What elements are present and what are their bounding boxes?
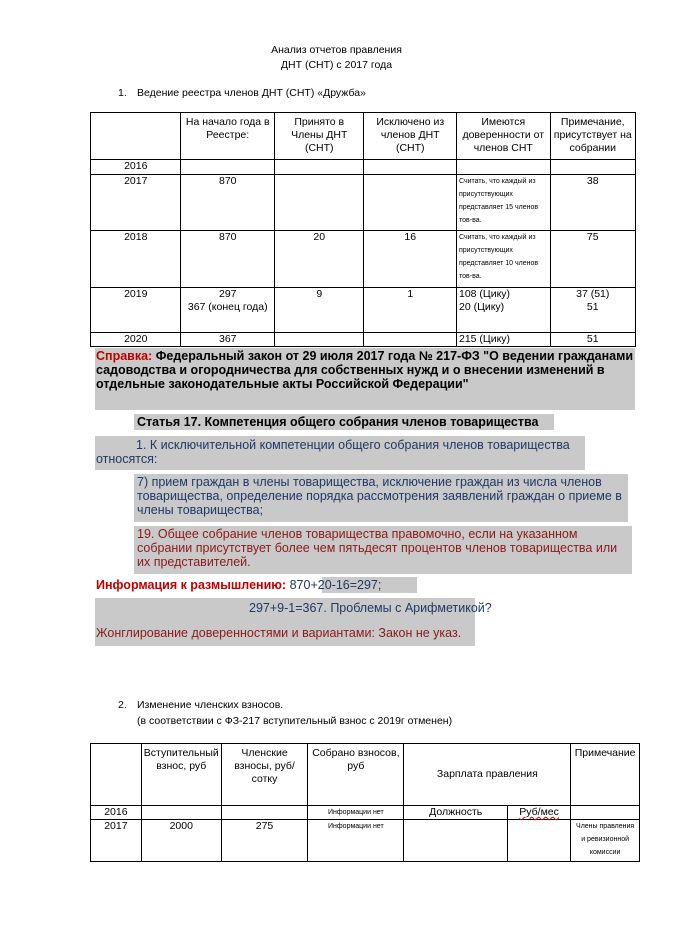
cell-excluded bbox=[364, 333, 457, 347]
table-row bbox=[91, 806, 640, 820]
cell-note bbox=[550, 160, 635, 175]
header-proxies: Имеются доверенности от членов СНТ bbox=[457, 113, 551, 160]
cell-rate bbox=[507, 820, 570, 862]
doc-title-line2: ДНТ (СНТ) с 2017 года bbox=[280, 59, 393, 71]
fees-header-row bbox=[91, 744, 640, 806]
cell-note bbox=[571, 806, 640, 820]
header-cell-empty bbox=[91, 113, 181, 160]
cell-position: Должность bbox=[404, 806, 507, 820]
header-start-of-year: На начало года в Реестре: bbox=[181, 113, 275, 160]
rate-label: Руб/мес bbox=[519, 806, 559, 818]
table-row bbox=[91, 231, 636, 288]
section2-number: 2. bbox=[118, 699, 127, 711]
cell-entry: 2000 bbox=[141, 820, 221, 862]
registry-table bbox=[90, 112, 636, 347]
cell-start: 297 367 (конец года) bbox=[181, 288, 275, 333]
table-row bbox=[91, 820, 640, 862]
reference-law-text: Федеральный закон от 29 июля 2017 года № 217-ФЗ "О ведении гражданами садоводства и огородничества для собственных нужд и о внесении изменений в отдельные законодательные акты Российской Федерации" bbox=[96, 349, 634, 391]
cell-note: 75 bbox=[550, 231, 635, 288]
section2-subheading: (в соответствии с ФЗ-217 вступительный взнос с 2019г отменен) bbox=[137, 715, 453, 727]
paragraph-19: 19. Общее собрание членов товарищества правомочно, если на указанном собрании присутствует более чем пятьдесят процентов членов товарищества или их представителей. bbox=[137, 527, 618, 569]
cell-entry bbox=[141, 806, 221, 820]
cell-proxies: 215 (Цику) bbox=[457, 333, 551, 347]
info-calc2: 297+9-1=367. Проблемы с Арифметикой? bbox=[249, 601, 492, 615]
cell-start: 870 bbox=[181, 175, 275, 231]
cell-proxies: Считать, что каждый из присутствующих представляет 15 членов тов-ва. bbox=[457, 175, 551, 231]
cell-accepted: 9 bbox=[275, 288, 364, 333]
header-cell-empty bbox=[91, 744, 142, 806]
header-entry-fee: Вступительный взнос, руб bbox=[141, 744, 221, 806]
cell-member: 275 bbox=[221, 820, 308, 862]
cell-year: 2017 bbox=[91, 175, 181, 231]
cell-position bbox=[404, 820, 507, 862]
cell-excluded bbox=[364, 160, 457, 175]
cell-collected: Информации нет bbox=[308, 806, 404, 820]
cell-note: 38 bbox=[550, 175, 635, 231]
article-heading: Статья 17. Компетенция общего собрания членов товарищества bbox=[137, 415, 539, 429]
cell-year: 2019 bbox=[91, 288, 181, 333]
cell-collected: Информации нет bbox=[308, 820, 404, 862]
header-salary: Зарплата правления bbox=[404, 744, 571, 806]
table-row bbox=[91, 333, 636, 347]
cell-accepted bbox=[275, 160, 364, 175]
section2-heading: Изменение членских взносов. bbox=[137, 699, 284, 711]
section1-number: 1. bbox=[118, 87, 127, 99]
cell-start bbox=[181, 160, 275, 175]
juggling-note: Жонглирование доверенностями и вариантами: Закон не указ. bbox=[96, 626, 462, 640]
cell-excluded: 16 bbox=[364, 231, 457, 288]
reference-label: Справка: bbox=[96, 349, 153, 363]
header-member-fee: Членские взносы, руб/сотку bbox=[221, 744, 308, 806]
cell-proxies: 108 (Цику) 20 (Цику) bbox=[457, 288, 551, 333]
cell-member bbox=[221, 806, 308, 820]
reference-law bbox=[96, 349, 636, 391]
registry-header-row bbox=[91, 113, 636, 160]
cell-rate bbox=[507, 806, 570, 820]
cell-year: 2020 bbox=[91, 333, 181, 347]
cell-year: 2017 bbox=[91, 820, 142, 862]
section1-heading: Ведение реестра членов ДНТ (СНТ) «Дружба» bbox=[137, 87, 366, 99]
paragraph-1: 1. К исключительной компетенции общего собрания членов товарищества относятся: bbox=[96, 438, 570, 466]
cell-excluded: 1 bbox=[364, 288, 457, 333]
cell-start: 367 bbox=[181, 333, 275, 347]
info-line bbox=[96, 578, 381, 592]
cell-accepted bbox=[275, 333, 364, 347]
cell-accepted bbox=[275, 175, 364, 231]
header-note: Примечание bbox=[571, 744, 640, 806]
cell-excluded bbox=[364, 175, 457, 231]
cell-year: 2016 bbox=[91, 160, 181, 175]
table-row bbox=[91, 175, 636, 231]
fees-table bbox=[90, 743, 640, 862]
cell-proxies bbox=[457, 160, 551, 175]
cell-year: 2018 bbox=[91, 231, 181, 288]
header-note: Примечание, присутствует на собрании bbox=[550, 113, 635, 160]
header-excluded: Исключено из членов ДНТ (СНТ) bbox=[364, 113, 457, 160]
cell-proxies: Считать, что каждый из присутствующих представляет 10 членов тов-ва. bbox=[457, 231, 551, 288]
header-accepted: Принято в Члены ДНТ (СНТ) bbox=[275, 113, 364, 160]
doc-title-line1: Анализ отчетов правления bbox=[271, 44, 402, 56]
cell-start: 870 bbox=[181, 231, 275, 288]
cell-year: 2016 bbox=[91, 806, 142, 820]
header-collected: Собрано взносов, руб bbox=[308, 744, 404, 806]
table-row bbox=[91, 288, 636, 333]
info-calc1: 870+20-16=297; bbox=[289, 578, 382, 592]
table-row bbox=[91, 160, 636, 175]
info-label: Информация к размышлению: bbox=[96, 578, 287, 592]
cell-note: 37 (51) 51 bbox=[550, 288, 635, 333]
cell-accepted: 20 bbox=[275, 231, 364, 288]
paragraph-7: 7) прием граждан в члены товарищества, исключение граждан из числа членов товарищества, определение порядка рассмотрения заявлений граждан о приеме в члены товарищества; bbox=[137, 475, 622, 517]
cell-note: 51 bbox=[550, 333, 635, 347]
cell-note: Члены правления и ревизионной комиссии bbox=[571, 820, 640, 862]
